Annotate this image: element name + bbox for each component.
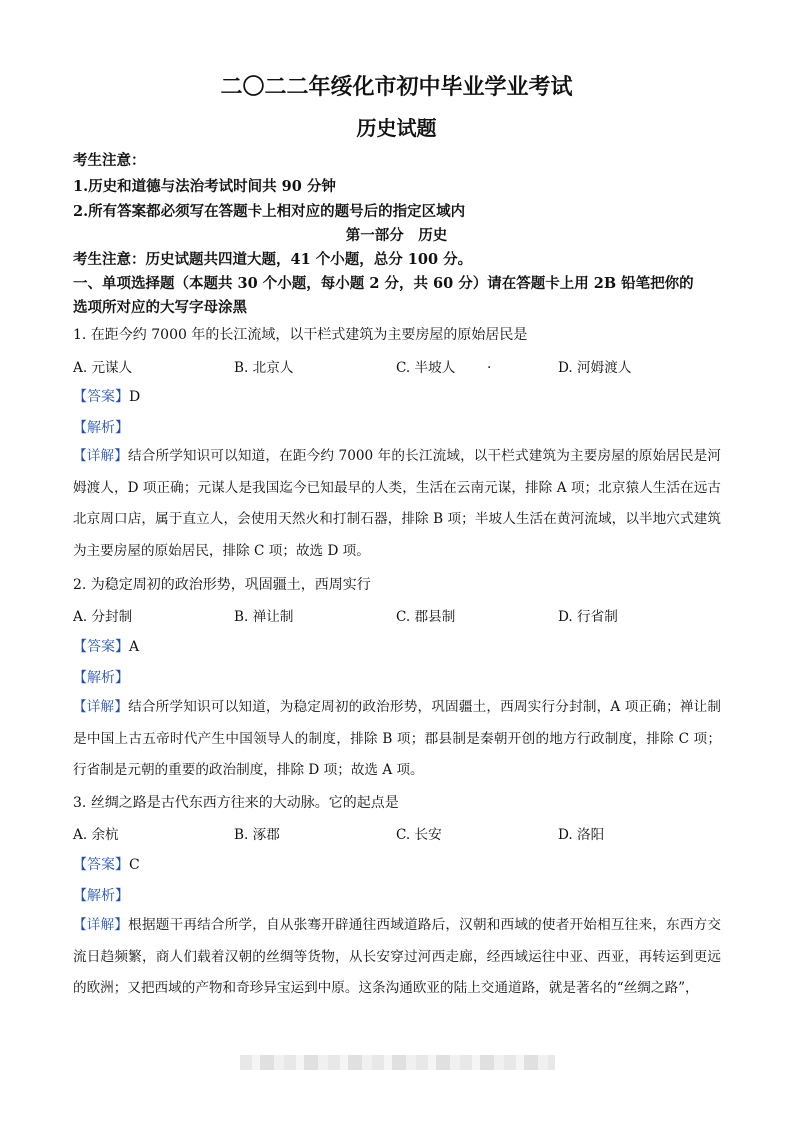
detail-label: 【详解】: [73, 917, 129, 933]
stray-mark: .: [487, 356, 492, 372]
analysis-label-3: 【解析】: [73, 888, 129, 904]
answer-label: 【答案】: [73, 639, 129, 655]
exam-title: 二〇二二年绥化市初中毕业学业考试: [220, 74, 573, 100]
detail-paragraph-2: [73, 692, 721, 787]
history-notice: 考生注意：历史试题共四道大题，41 个小题，总分 100 分。: [73, 251, 473, 268]
detail-label: 【详解】: [73, 448, 128, 464]
section-heading-line-2: 选项所对应的大写字母涂黑: [73, 299, 247, 316]
option-3-a: A. 余杭: [73, 827, 119, 843]
option-1-c: C. 半坡人: [396, 360, 456, 376]
answer-value: D: [129, 389, 141, 405]
answer-label: 【答案】: [73, 857, 129, 873]
option-2-c: C. 郡县制: [396, 609, 456, 625]
answer-value: C: [129, 857, 140, 873]
answer-line-3: [73, 854, 140, 874]
notice-item-2: 2.所有答案都必须写在答题卡上相对应的题号后的指定区域内: [73, 203, 466, 220]
option-2-a: A. 分封制: [73, 609, 133, 625]
option-2-b: B. 禅让制: [234, 609, 294, 625]
analysis-label-2: 【解析】: [73, 670, 129, 686]
exam-subtitle: 历史试题: [356, 116, 437, 140]
notice-heading: 考生注意：: [73, 152, 146, 169]
detail-paragraph-3: [73, 910, 721, 1005]
option-3-d: D. 洛阳: [558, 827, 605, 843]
answer-line-2: [73, 636, 139, 656]
answer-line-1: [73, 386, 140, 406]
part-heading: 第一部分 历史: [345, 227, 448, 244]
option-3-b: B. 涿郡: [234, 827, 280, 843]
option-1-d: D. 河姆渡人: [558, 360, 632, 376]
question-stem-2: 2. 为稳定周初的政治形势，巩固疆土，西周实行: [73, 577, 371, 593]
notice-item-1: 1.历史和道德与法治考试时间共 90 分钟: [73, 178, 336, 195]
detail-text: 结合所学知识可以知道，在距今约 7000 年的长江流域，以干栏式建筑为主要房屋的原始居民是河姆渡人，D 项正确；元谋人是我国迄今已知最早的人类，生活在云南元谋，排除 A 项；北京猿人生活在远古北京周口店，属于直立人，会使用天然火和打制石器，排除 B 项；半坡人生活在黄河流域，以半地穴式建筑为主要房屋的原始居民，排除 C 项；故选 D 项。: [73, 448, 722, 559]
detail-paragraph-1: [73, 441, 721, 567]
analysis-label-1: 【解析】: [73, 420, 129, 436]
option-2-d: D. 行省制: [558, 609, 618, 625]
blurred-watermark: [240, 1055, 555, 1070]
option-1-a: A. 元谋人: [73, 360, 133, 376]
option-1-b: B. 北京人: [234, 360, 294, 376]
option-3-c: C. 长安: [396, 827, 442, 843]
detail-label: 【详解】: [73, 699, 129, 715]
detail-text: 根据题干再结合所学，自从张骞开辟通往西域道路后，汉朝和西域的使者开始相互往来，东西方交流日趋频繁，商人们载着汉朝的丝绸等货物，从长安穿过河西走廊，经西域运往中亚、西亚，再转运到更远的欧洲；又把西域的产物和奇珍异宝运到中原。这条沟通欧亚的陆上交通道路，就是著名的“丝绸之路”，: [73, 917, 722, 996]
question-stem-1: 1. 在距今约 7000 年的长江流域，以干栏式建筑为主要房屋的原始居民是: [73, 327, 528, 343]
detail-text: 结合所学知识可以知道，为稳定周初的政治形势，巩固疆土，西周实行分封制，A 项正确；禅让制是中国上古五帝时代产生中国领导人的制度，排除 B 项；郡县制是秦朝开创的地方行政制度，排除 C 项；行省制是元朝的重要的政治制度，排除 D 项；故选 A 项。: [73, 699, 722, 778]
section-heading-line-1: 一、单项选择题（本题共 30 个小题，每小题 2 分，共 60 分）请在答题卡上用 2B 铅笔把你的: [73, 275, 694, 292]
question-stem-3: 3. 丝绸之路是古代东西方往来的大动脉。它的起点是: [73, 795, 399, 811]
answer-label: 【答案】: [73, 389, 129, 405]
answer-value: A: [129, 639, 140, 655]
